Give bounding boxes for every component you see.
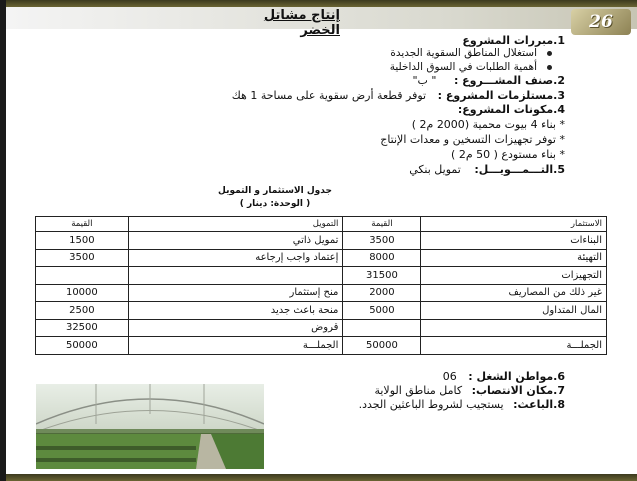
section-7-label: 7.مكان الانتصاب:	[471, 384, 565, 397]
section-7	[374, 384, 565, 397]
section-5-label: 5.التـــمـــويـــل:	[474, 163, 565, 176]
section-5	[409, 163, 565, 176]
greenhouse-illustration	[36, 384, 264, 469]
section-7-value: كامل مناطق الولاية	[374, 384, 463, 397]
left-border-strip	[0, 0, 6, 481]
table-row	[36, 232, 607, 250]
bullet-dot-icon	[547, 65, 552, 70]
header-investment-value: القيمة	[343, 217, 421, 232]
financing-cell: منح إستثمار	[128, 284, 343, 302]
section-6	[443, 370, 565, 383]
investment-cell: المال المتداول	[421, 302, 607, 320]
financing-cell: تمويل ذاتي	[128, 232, 343, 250]
component-3: * بناء مستودع ( 50 م2 )	[451, 148, 565, 161]
header-financing-value: القيمة	[36, 217, 129, 232]
section-3-label: 3.مستلزمات المشروع :	[437, 89, 565, 102]
financing-total-label: الجملـــة	[128, 337, 343, 355]
header-investment: الاستثمار	[421, 217, 607, 232]
financing-cell: قروض	[128, 319, 343, 337]
table-total-row	[36, 337, 607, 355]
financing-cell: إعتماد واجب إرجاعه	[128, 249, 343, 267]
financing-cell: منحة باعث جديد	[128, 302, 343, 320]
section-8	[359, 398, 565, 411]
page-number-badge: 26	[571, 9, 631, 35]
table-row	[36, 319, 607, 337]
table-row	[36, 302, 607, 320]
financing-value-cell: 3500	[36, 249, 129, 267]
investment-value-cell: 8000	[343, 249, 421, 267]
section-2-value: " ب"	[412, 74, 437, 87]
section-3-value: توفر قطعة أرض سقوية على مساحة 1 هك	[231, 89, 427, 102]
bottom-edge-strip	[0, 474, 637, 481]
bullet-dot-icon	[547, 51, 552, 56]
investment-cell: غير ذلك من المصاريف	[421, 284, 607, 302]
investment-value-cell: 5000	[343, 302, 421, 320]
component-2: * توفر تجهيزات التسخين و معدات الإنتاج	[380, 133, 565, 146]
financing-cell	[128, 267, 343, 285]
section-1-title: 1.مبررات المشروع	[462, 34, 565, 47]
section-6-label: 6.مواطن الشغل :	[468, 370, 565, 383]
investment-value-cell: 31500	[343, 267, 421, 285]
section-4-title: 4.مكونات المشروع:	[457, 103, 565, 116]
page-title: إنتاج مشاتل الخضر	[263, 8, 340, 38]
bullet-1	[390, 47, 552, 59]
section-3	[232, 89, 565, 102]
investment-table	[35, 216, 607, 355]
financing-value-cell: 32500	[36, 319, 129, 337]
table-header-row	[36, 217, 607, 232]
bullet-1-text: استغلال المناطق السقوية الجديدة	[390, 47, 537, 59]
financing-value-cell	[36, 267, 129, 285]
financing-value-cell: 2500	[36, 302, 129, 320]
financing-value-cell: 10000	[36, 284, 129, 302]
section-8-label: 8.الباعث:	[513, 398, 565, 411]
section-2-label: 2.صنف المشـــروع :	[453, 74, 565, 87]
bullet-2-text: أهمية الطلبات في السوق الداخلية	[389, 61, 537, 73]
financing-value-cell: 1500	[36, 232, 129, 250]
investment-cell: التجهيزات	[421, 267, 607, 285]
table-row	[36, 249, 607, 267]
investment-cell: التهيئة	[421, 249, 607, 267]
section-2	[412, 74, 565, 87]
greenhouse-photo	[36, 384, 264, 469]
financing-total-value: 50000	[36, 337, 129, 355]
section-8-value: يستجيب لشروط الباعثين الجدد.	[358, 398, 504, 411]
investment-cell: البناءات	[421, 232, 607, 250]
table-caption: جدول الاستثمار و التمويل	[218, 186, 332, 196]
investment-total-label: الجملـــة	[421, 337, 607, 355]
investment-cell	[421, 319, 607, 337]
table-unit: ( الوحدة: دينار )	[239, 199, 311, 209]
header-financing: التمويل	[128, 217, 343, 232]
bullet-2	[390, 61, 552, 73]
investment-value-cell: 3500	[343, 232, 421, 250]
investment-value-cell: 2000	[343, 284, 421, 302]
section-5-value: تمويل بنكي	[409, 163, 461, 176]
table-row	[36, 284, 607, 302]
section-6-value: 06	[442, 370, 457, 383]
top-edge-strip	[0, 0, 637, 7]
table-row	[36, 267, 607, 285]
component-1: * بناء 4 بيوت محمية (2000 م2 )	[411, 118, 565, 131]
investment-total-value: 50000	[343, 337, 421, 355]
investment-value-cell	[343, 319, 421, 337]
